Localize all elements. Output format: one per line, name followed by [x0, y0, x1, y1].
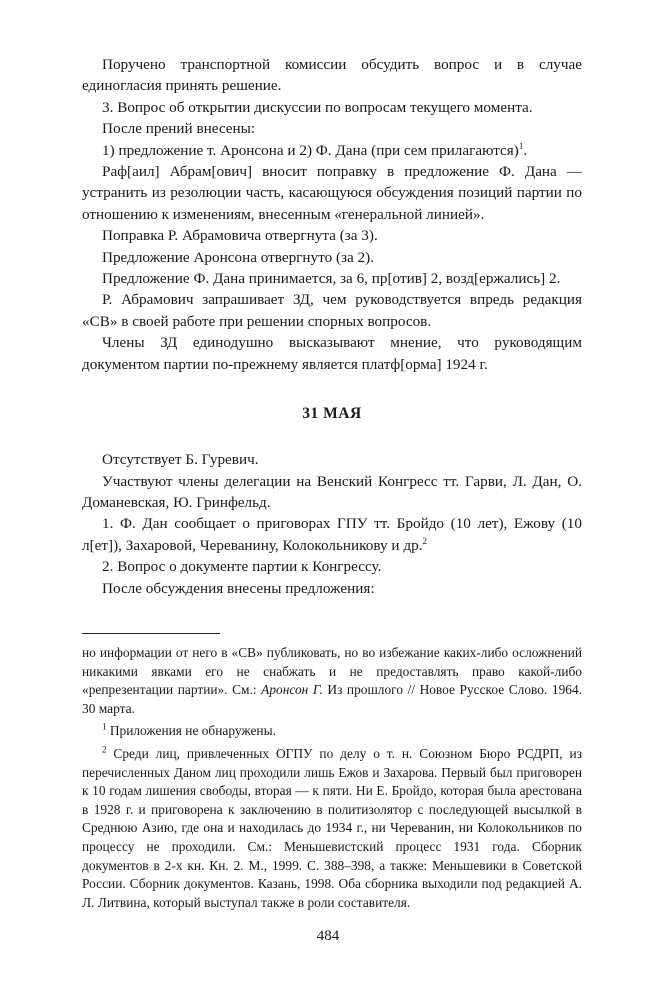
paragraph: Участвуют члены делегации на Венский Конгресс тт. Гарви, Л. Дан, О. Доманевская, Ю. Гринфельд.	[82, 472, 582, 511]
footnote-1	[82, 722, 582, 741]
paragraph: Члены ЗД единодушно высказывают мнение, что руководящим документом партии по-прежнему является платф[орма] 1924 г.	[82, 334, 582, 373]
paragraph: Раф[аил] Абрам[ович] вносит поправку в предложение Ф. Дана — устранить из резолюции часть, касающуюся обсуждения позиций партии по отношению к изменениям, внесенным «генеральной линией».	[82, 163, 582, 223]
paragraph	[82, 513, 582, 556]
footnote-ref-2[interactable]: 2	[422, 535, 427, 546]
footnote-text: Из прошлого // Новое Русское Слово. 1964. 30 марта.	[82, 682, 583, 716]
footnote-text: Приложения не обнаружены.	[106, 723, 276, 739]
footnote-mark: 1	[102, 721, 107, 732]
author-name: Аронсон Г.	[261, 682, 323, 698]
main-text	[82, 54, 582, 599]
paragraph-text: 1) предложение т. Аронсона и 2) Ф. Дана (при сем прилагаются)	[102, 141, 519, 159]
page-number: 484	[316, 928, 340, 944]
paragraph: 3. Вопрос об открытии дискуссии по вопросам текущего момента.	[102, 98, 533, 116]
paragraph: Предложение Аронсона отвергнуто (за 2).	[102, 248, 375, 266]
footnote-ref-1[interactable]: 1	[518, 140, 524, 151]
section-heading: 31 МАЯ	[302, 405, 362, 423]
paragraph: Отсутствует Б. Гуревич.	[102, 451, 259, 469]
footnote-text: Среди лиц, привлеченных ОГПУ по делу о т. н. Союзном Бюро РСДРП, из перечисленных Даном лиц проходили лишь Ежов и Захарова. Первый был приговорен к 10 годам лишения свободы, вторая — к пяти. Ни Е. Бройдо, которая была арестована в 1928 г. и приговорена к заключению в политизолятор с последующей высылкой в Среднюю Азию, где она и находилась до 1934 г., ни Череванин, ни Колокольников по процессу не проходили. См.: Меньшевистский процесс 1931 года. Сборник документов в 2-х кн. Кн. 2. М., 1999. С. 388–398, а также: Меньшевики в Советской России. Сборник документов. Казань, 1998. Оба сборника выходили под редакцией А. Л. Литвина, который выступал также в роли составителя.	[82, 745, 582, 910]
footnotes	[82, 633, 582, 916]
paragraph: После обсуждения внесены предложения:	[102, 579, 375, 597]
footnote-text: но информации от него в «СВ» публиковать, но во избежание каких-либо осложнений никакими явками его не снабжать и не предоставлять право какой-либо «репрезентации партии». См.:	[82, 645, 582, 698]
paragraph: После прений внесены:	[102, 120, 256, 138]
paragraph: Предложение Ф. Дана принимается, за 6, пр[отив] 2, возд[ержались] 2.	[102, 270, 561, 288]
footnote-divider	[82, 633, 220, 634]
paragraph-end: .	[523, 141, 528, 159]
paragraph: Р. Абрамович запрашивает ЗД, чем руководствуется впредь редакция «СВ» в своей работе при решении спорных вопросов.	[82, 291, 582, 330]
footnote-2	[82, 745, 582, 912]
paragraph: Поправка Р. Абрамовича отвергнута (за 3).	[102, 227, 378, 245]
paragraph	[82, 140, 582, 161]
paragraph: Поручено транспортной комиссии обсудить вопрос и в случае единогласия принять решение.	[82, 56, 582, 95]
footnote-continued	[82, 644, 582, 718]
paragraph-text: 1. Ф. Дан сообщает о приговорах ГПУ тт. Бройдо (10 лет), Ежову (10 л[ет]), Захаровой, Череванину, Колокольникову и др.	[82, 515, 582, 554]
paragraph: 2. Вопрос о документе партии к Конгрессу.	[102, 558, 382, 576]
footnote-mark: 2	[102, 744, 107, 755]
